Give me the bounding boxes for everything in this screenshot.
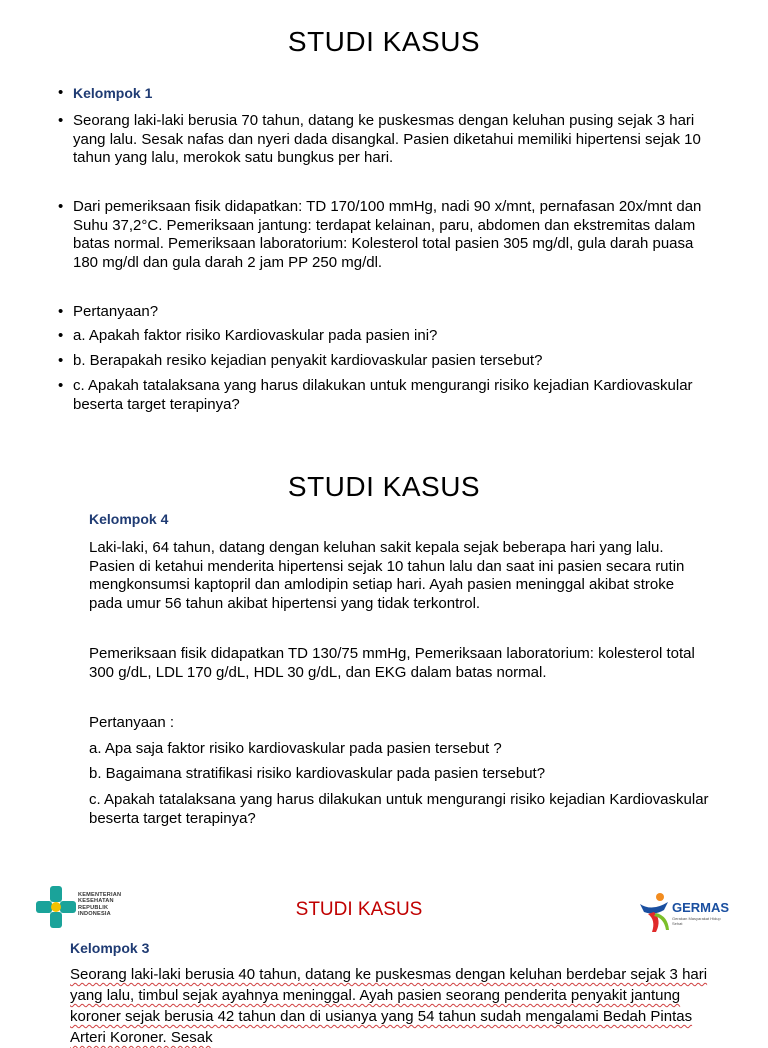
slide2-group: Kelompok 4 <box>89 511 169 527</box>
slide3-title: STUDI KASUS <box>295 899 423 920</box>
kemenkes-line-4: INDONESIA <box>78 911 111 918</box>
slide1-group: Kelompok 1 <box>73 85 153 101</box>
slide1-question-b: • b. Berapakah resiko kejadian penyakit kardiovaskular pasien tersebut? <box>58 352 718 371</box>
slide2-question-c: c. Apakah tatalaksana yang harus dilakukan untuk mengurangi risiko kejadian Kardiovaskular beserta target terapinya? <box>89 791 709 827</box>
slide3-paragraph <box>70 964 715 1048</box>
slide1-questions-label: • Pertanyaan? <box>58 303 718 322</box>
slide1-question-a: • a. Apakah faktor risiko Kardiovaskular pada pasien ini? <box>58 327 718 346</box>
slide2-title: STUDI KASUS <box>287 471 481 502</box>
slide2-question-a: a. Apa saja faktor risiko kardiovaskular pada pasien tersebut ? <box>89 740 502 757</box>
kemenkes-line-1: KEMENTERIAN <box>78 892 122 898</box>
germas-subtitle: Gerakan Masyarakat Hidup Sehat <box>672 916 721 926</box>
germas-figure-icon <box>638 890 672 934</box>
germas-brand: GERMAS <box>672 900 730 915</box>
slide3-paragraph-text: Seorang laki-laki berusia 40 tahun, datang ke puskesmas dengan keluhan berdebar sejak 3 hari yang lalu, timbul sejak ayahnya meninggal. Ayah pasien seorang penderita penyakit jantung koroner sejak berusia 42 tahun dan di usianya yang 54 tahun sudah mengalami Bedah Pintas Arteri Koroner. Sesak <box>70 966 708 1046</box>
slide2-paragraph-1: Laki-laki, 64 tahun, datang dengan keluhan sakit kepala sejak beberapa hari yang lalu. Pasien di ketahui menderita hipertensi sejak 10 tahun lalu dan saat ini pasien secara rutin mengkonsumsi kaptopril dan amlodipin setiap hari. Ayah pasien meninggal akibat stroke pada umur 56 tahun akibat hipertensi yang tidak terkontrol. <box>89 539 685 612</box>
germas-logo <box>638 890 730 934</box>
slide2-question-b: b. Bagaimana stratifikasi risiko kardiovaskular pada pasien tersebut? <box>89 765 546 782</box>
slide1-paragraph-1: • Seorang laki-laki berusia 70 tahun, datang ke puskesmas dengan keluhan pusing sejak 3 hari yang lalu. Sesak nafas dan nyeri dada disangkal. Pasien diketahui memiliki hipertensi sejak 10 tahun yang lalu, merokok satu bungkus per hari. <box>58 112 718 168</box>
slide1-paragraph-2: • Dari pemeriksaan fisik didapatkan: TD 170/100 mmHg, nadi 90 x/mnt, pernafasan 20x/mnt dan Suhu 37,2°C. Pemeriksaan jantung: terdapat kelainan, paru, abdomen dan ekstremitas dalam batas normal. Pemeriksaan laboratorium: Kolesterol total pasien 305 mg/dl, gula darah puasa 180 mg/dl dan gula darah 2 jam PP 250 mg/dl. <box>58 198 718 272</box>
kemenkes-line-3: REPUBLIK <box>78 904 109 911</box>
slide1-group-item <box>58 84 718 104</box>
slide1-question-c: • c. Apakah tatalaksana yang harus dilakukan untuk mengurangi risiko kejadian Kardiovaskular beserta target terapinya? <box>58 377 718 414</box>
kemenkes-line-2: KESEHATAN <box>78 898 114 905</box>
slide2-questions-label: Pertanyaan : <box>89 714 175 731</box>
slide2-paragraph-2: Pemeriksaan fisik didapatkan TD 130/75 mmHg, Pemeriksaan laboratorium: kolesterol total 300 g/dL, LDL 170 g/dL, HDL 30 g/dL, dan EKG dalam batas normal. <box>89 645 695 681</box>
slide3-group: Kelompok 3 <box>70 940 150 956</box>
slide1-title: STUDI KASUS <box>287 26 481 57</box>
